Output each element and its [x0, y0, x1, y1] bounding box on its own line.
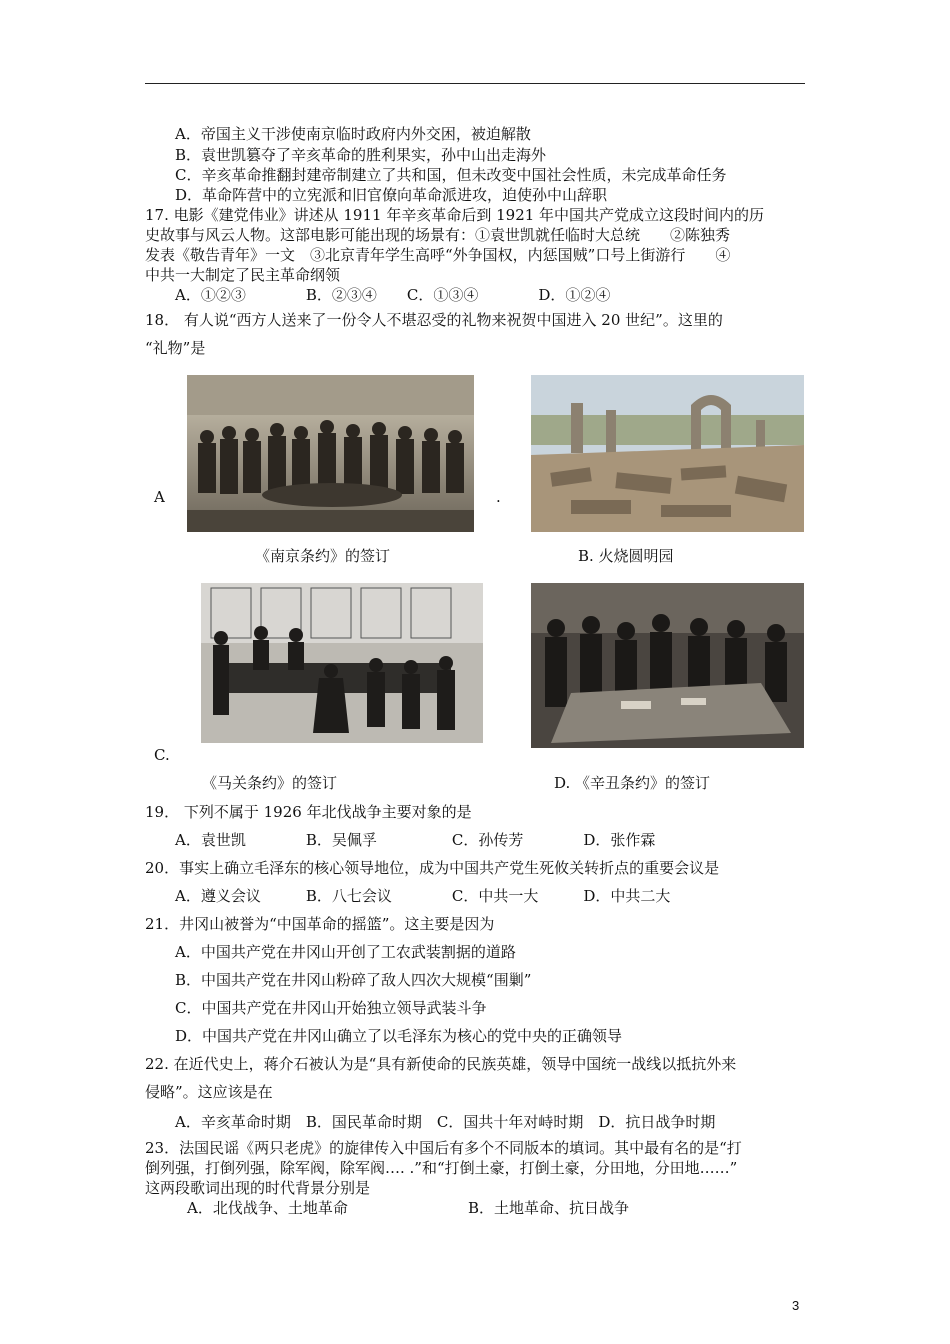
q18-dot: . — [496, 488, 501, 506]
q17-options: A．①②③ B．②③④ C．①③④ D．①②④ — [175, 286, 611, 304]
q18-stem-line-2: “礼物”是 — [145, 339, 206, 357]
q17-stem-line-1: 17. 电影《建党伟业》讲述从 1911 年辛亥革命后到 1921 年中国共产党成立这段时间内的历 — [145, 206, 765, 224]
q16-option-b: B．袁世凯篡夺了辛亥革命的胜利果实，孙中山出走海外 — [175, 146, 547, 164]
q19-options: A．袁世凯 B．吴佩孚 C．孙传芳 D．张作霖 — [175, 831, 656, 849]
photo-nanjing-treaty — [187, 375, 474, 532]
q23-stem-line-3: 这两段歌词出现的时代背景分别是 — [145, 1179, 371, 1197]
caption-boxer-protocol: D. 《辛丑条约》的签订 — [554, 774, 711, 792]
q23-option-b: B．土地革命、抗日战争 — [468, 1199, 630, 1217]
q21-option-c: C．中国共产党在井冈山开始独立领导武装斗争 — [175, 999, 487, 1017]
q22-stem-line-1: 22. 在近代史上，蒋介石被认为是“具有新使命的民族英雄，领导中国统一战线以抵抗外来 — [145, 1055, 737, 1073]
photo-yuanmingyuan-ruins — [531, 375, 804, 532]
q22-options: A．辛亥革命时期 B．国民革命时期 C．国共十年对峙时期 D．抗日战争时期 — [175, 1113, 716, 1131]
q18-stem-line-1: 18． 有人说“西方人送来了一份令人不堪忍受的礼物来祝贺中国进入 20 世纪”。这里的 — [145, 311, 723, 329]
q23-stem-line-1: 23．法国民谣《两只老虎》的旋律传入中国后有多个不同版本的填词。其中最有名的是“打 — [145, 1139, 742, 1157]
q19-stem: 19． 下列不属于 1926 年北伐战争主要对象的是 — [145, 803, 472, 821]
q23-stem-line-2: 倒列强，打倒列强，除军阀，除军阀…. .”和“打倒土豪，打倒土豪，分田地，分田地……” — [145, 1159, 738, 1177]
q20-stem: 20．事实上确立毛泽东的核心领导地位，成为中国共产党生死攸关转折点的重要会议是 — [145, 859, 720, 877]
q21-option-b: B．中国共产党在井冈山粉碎了敌人四次大规模“围剿” — [175, 971, 532, 989]
q23-option-a: A．北伐战争、土地革命 — [187, 1199, 348, 1217]
caption-nanjing-treaty: 《南京条约》的签订 — [255, 547, 391, 565]
q16-option-a: A．帝国主义干涉使南京临时政府内外交困，被迫解散 — [175, 125, 531, 143]
photo-boxer-protocol — [531, 583, 804, 748]
caption-yuanmingyuan: B. 火烧圆明园 — [578, 547, 674, 565]
q18-label-c: C. — [154, 746, 170, 764]
q16-option-c: C．辛亥革命推翻封建帝制建立了共和国，但未改变中国社会性质，未完成革命任务 — [175, 166, 727, 184]
q18-label-a: A — [154, 488, 165, 506]
q17-stem-line-4: 中共一大制定了民主革命纲领 — [145, 266, 341, 284]
q21-option-d: D．中国共产党在井冈山确立了以毛泽东为核心的党中央的正确领导 — [175, 1027, 623, 1045]
photo-shimonoseki-treaty — [201, 583, 483, 743]
q17-stem-line-2: 史故事与风云人物。这部电影可能出现的场景有：①袁世凯就任临时大总统 ②陈独秀 — [145, 226, 731, 244]
page-number: 3 — [792, 1298, 800, 1313]
q21-option-a: A．中国共产党在井冈山开创了工农武装割据的道路 — [175, 943, 516, 961]
q20-options: A．遵义会议 B．八七会议 C．中共一大 D．中共二大 — [175, 887, 671, 905]
header-rule — [145, 83, 805, 84]
caption-shimonoseki: 《马关条约》的签订 — [202, 774, 338, 792]
q16-option-d: D．革命阵营中的立宪派和旧官僚向革命派进攻，迫使孙中山辞职 — [175, 186, 608, 204]
q21-stem: 21．井冈山被誉为“中国革命的摇篮”。这主要是因为 — [145, 915, 495, 933]
q22-stem-line-2: 侵略”。这应该是在 — [145, 1083, 273, 1101]
q17-stem-line-3: 发表《敬告青年》一文 ③北京青年学生高呼“外争国权，内惩国贼”口号上街游行 ④ — [145, 246, 731, 264]
